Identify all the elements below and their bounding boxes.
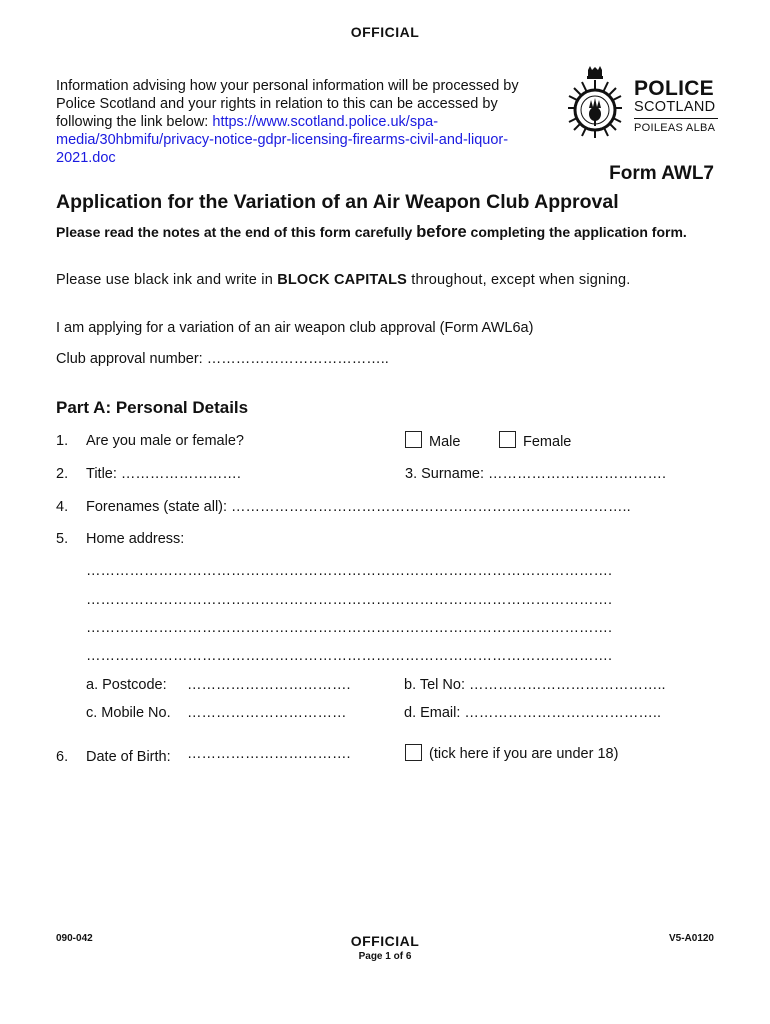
address-line-3[interactable]: ……………………………………………………………………………………………….	[86, 620, 613, 636]
postcode-field[interactable]: …………………………….	[187, 677, 351, 693]
privacy-link[interactable]: https://www.scotland.police.uk/spa-media/30hbmifu/privacy-notice-gdpr-licensing-firearms-civil-and-liquor-2021.doc	[56, 114, 509, 166]
logo-divider	[634, 118, 718, 119]
ink-instruction	[56, 272, 630, 288]
male-option-label: Male	[429, 434, 461, 450]
logo-police-text: POLICE	[634, 77, 714, 100]
q2-number: 2.	[56, 466, 69, 482]
dob-field[interactable]: …………………………….	[187, 746, 351, 762]
q1-number: 1.	[56, 433, 69, 449]
address-line-4[interactable]: ……………………………………………………………………………………………….	[86, 648, 613, 664]
q4-number: 4.	[56, 499, 69, 515]
page-title: Application for the Variation of an Air Weapon Club Approval	[56, 191, 619, 213]
logo-alba-text: POILEAS ALBA	[634, 122, 716, 134]
under-18-checkbox[interactable]	[405, 744, 422, 762]
part-a-heading: Part A: Personal Details	[56, 398, 249, 417]
address-line-1[interactable]: ……………………………………………………………………………………………….	[86, 563, 613, 579]
forenames-field[interactable]: Forenames (state all): ………………………………………………………………………..	[86, 499, 631, 515]
notes-instruction	[56, 224, 721, 241]
police-scotland-logo	[560, 66, 725, 142]
header-classification: OFFICIAL	[350, 24, 420, 40]
dob-label: Date of Birth:	[86, 749, 171, 765]
ink-emphasis: BLOCK CAPITALS	[277, 272, 408, 288]
footer-classification: OFFICIAL	[350, 933, 420, 949]
male-checkbox[interactable]	[405, 431, 422, 449]
mobile-label: c. Mobile No.	[86, 705, 171, 721]
mobile-field[interactable]: ……………………………	[187, 705, 347, 721]
q6-number: 6.	[56, 749, 69, 765]
notes-emphasis: before	[416, 223, 467, 241]
female-option-label: Female	[523, 434, 572, 450]
footer-version: V5-A0120	[668, 933, 714, 944]
home-address-label: Home address:	[86, 531, 185, 547]
footer-doc-code: 090-042	[56, 933, 93, 944]
postcode-label: a. Postcode:	[86, 677, 167, 693]
page-number: Page 1 of 6	[358, 951, 412, 962]
email-field[interactable]: d. Email: …………………………………..	[404, 705, 661, 721]
notes-text-1: Please read the notes at the end of this form carefully	[56, 224, 413, 240]
privacy-text: Information advising how your personal information will be processed by Police Scotland and your rights in relation to this can be accessed by following the link below:	[56, 78, 519, 130]
thistle-crest-icon	[560, 66, 630, 142]
applying-statement: I am applying for a variation of an air weapon club approval (Form AWL6a)	[56, 320, 534, 336]
notes-text-2: completing the application form.	[470, 224, 687, 240]
address-line-2[interactable]: ……………………………………………………………………………………………….	[86, 592, 613, 608]
ink-text-2: throughout, except when signing.	[411, 272, 631, 288]
privacy-notice	[56, 77, 546, 167]
title-field[interactable]: Title: …………………….	[86, 466, 241, 482]
tel-field[interactable]: b. Tel No: …………………………………..	[404, 677, 666, 693]
logo-scotland-text: SCOTLAND	[634, 99, 716, 115]
q5-number: 5.	[56, 531, 69, 547]
form-code: Form AWL7	[609, 163, 714, 184]
q1-label: Are you male or female?	[86, 433, 244, 449]
under-18-label: (tick here if you are under 18)	[429, 746, 619, 762]
female-checkbox[interactable]	[499, 431, 516, 449]
ink-text-1: Please use black ink and write in	[56, 272, 273, 288]
club-approval-number-field[interactable]: Club approval number: ………………………………..	[56, 351, 389, 367]
surname-field[interactable]: 3. Surname: ……………………………….	[405, 466, 667, 482]
